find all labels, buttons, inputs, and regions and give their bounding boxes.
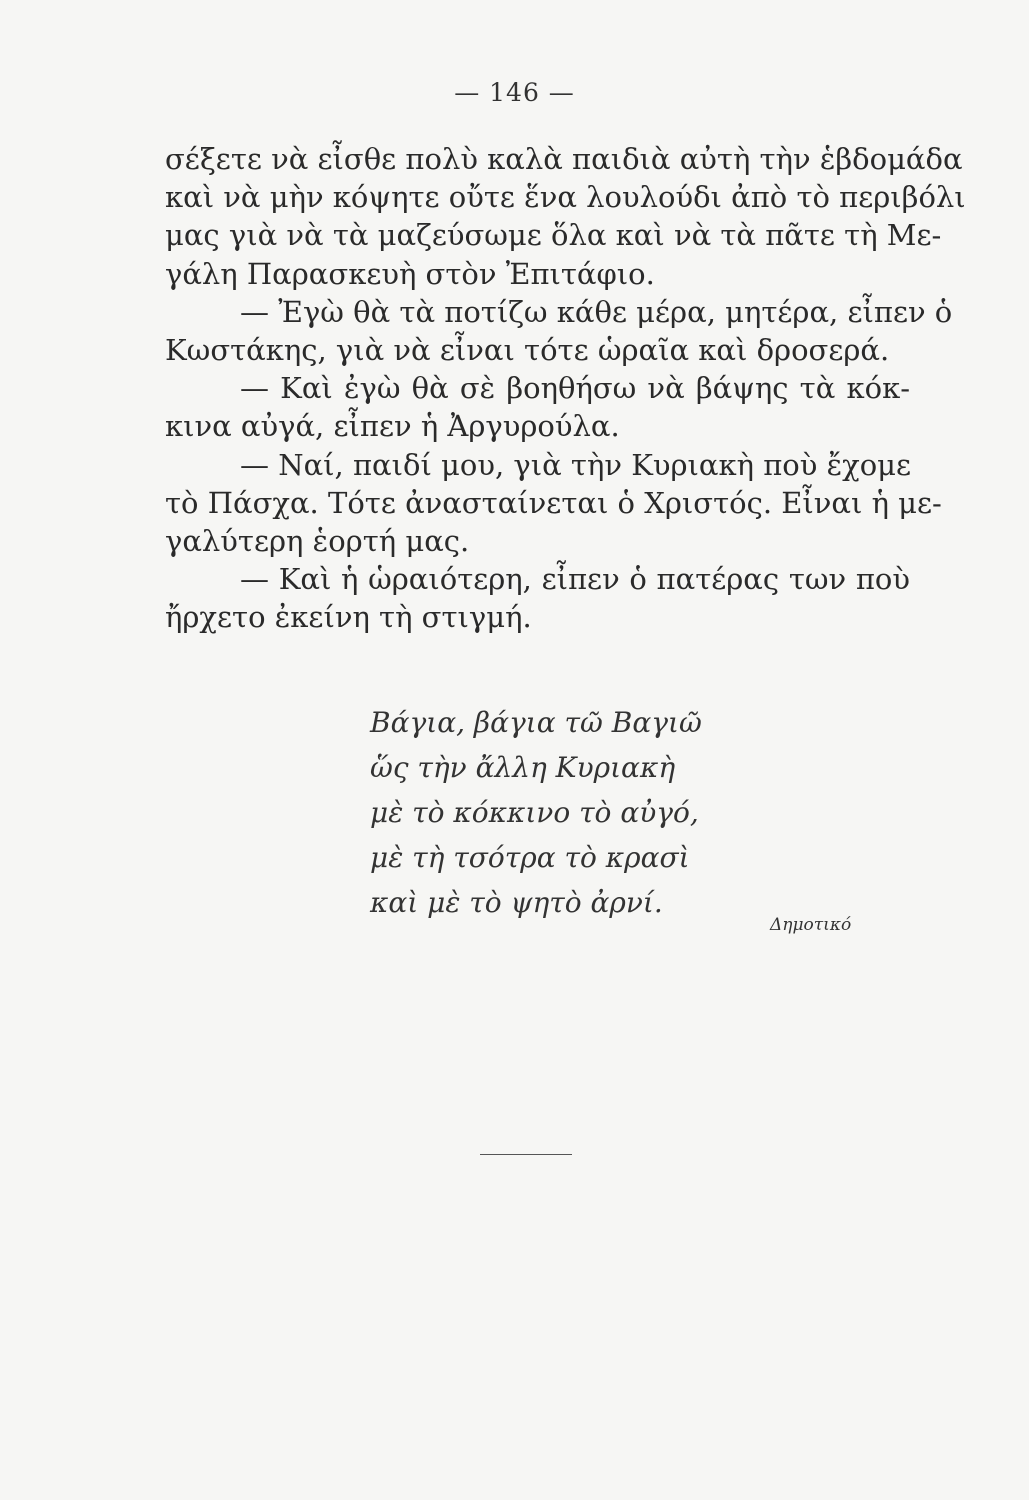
prose-line: γάλη Παρασκευὴ στὸν Ἐπιτάφιο. [165,256,655,291]
page-number: — 146 — [454,78,575,107]
poem-verse: Βάγια, βάγια τῶ Βαγιῶ [370,706,702,739]
prose-line: τὸ Πάσχα. Τότε ἀνασταίνεται ὁ Χριστός. Εἶναι ἡ με- [165,485,942,520]
prose-line: — Καὶ ἡ ὡραιότερη, εἶπεν ὁ πατέρας των ποὺ [240,562,910,597]
prose-text [165,140,966,637]
prose-line: κινα αὐγά, εἶπεν ἡ Ἀργυρούλα. [165,409,620,444]
poem [370,700,702,925]
poem-verse: ὥς τὴν ἄλλη Κυριακὴ [370,751,676,784]
prose-line: — Ναί, παιδί μου, γιὰ τὴν Κυριακὴ ποὺ ἔχομε [240,447,912,482]
prose-line: καὶ νὰ μὴν κόψητε οὔτε ἕνα λουλούδι ἀπὸ τὸ περιβόλι [165,180,966,215]
poem-verse: μὲ τὴ τσότρα τὸ κρασὶ [370,841,690,874]
prose-line: μας γιὰ νὰ τὰ μαζεύσωμε ὅλα καὶ νὰ τὰ πᾶτε τὴ Με- [165,218,942,253]
poem-verse: μὲ τὸ κόκκινο τὸ αὐγό, [370,796,699,829]
poem-verse: καὶ μὲ τὸ ψητὸ ἀρνί. [370,886,663,919]
prose-line: — Ἐγὼ θὰ τὰ ποτίζω κάθε μέρα, μητέρα, εἶπεν ὁ [240,294,953,329]
section-divider [480,1154,572,1155]
prose-line: γαλύτερη ἑορτή μας. [165,524,470,559]
prose-line: σέξετε νὰ εἶσθε πολὺ καλὰ παιδιὰ αὐτὴ τὴν ἑβδομάδα [165,142,963,176]
prose-line: — Καὶ ἐγὼ θὰ σὲ βοηθήσω νὰ βάψης τὰ κόκ- [240,371,910,406]
prose-line: Κωστάκης, γιὰ νὰ εἶναι τότε ὡραῖα καὶ δροσερά. [165,333,890,368]
poem-attribution: Δημοτικό [770,915,852,935]
prose-line: ἤρχετο ἐκείνη τὴ στιγμή. [165,600,532,635]
